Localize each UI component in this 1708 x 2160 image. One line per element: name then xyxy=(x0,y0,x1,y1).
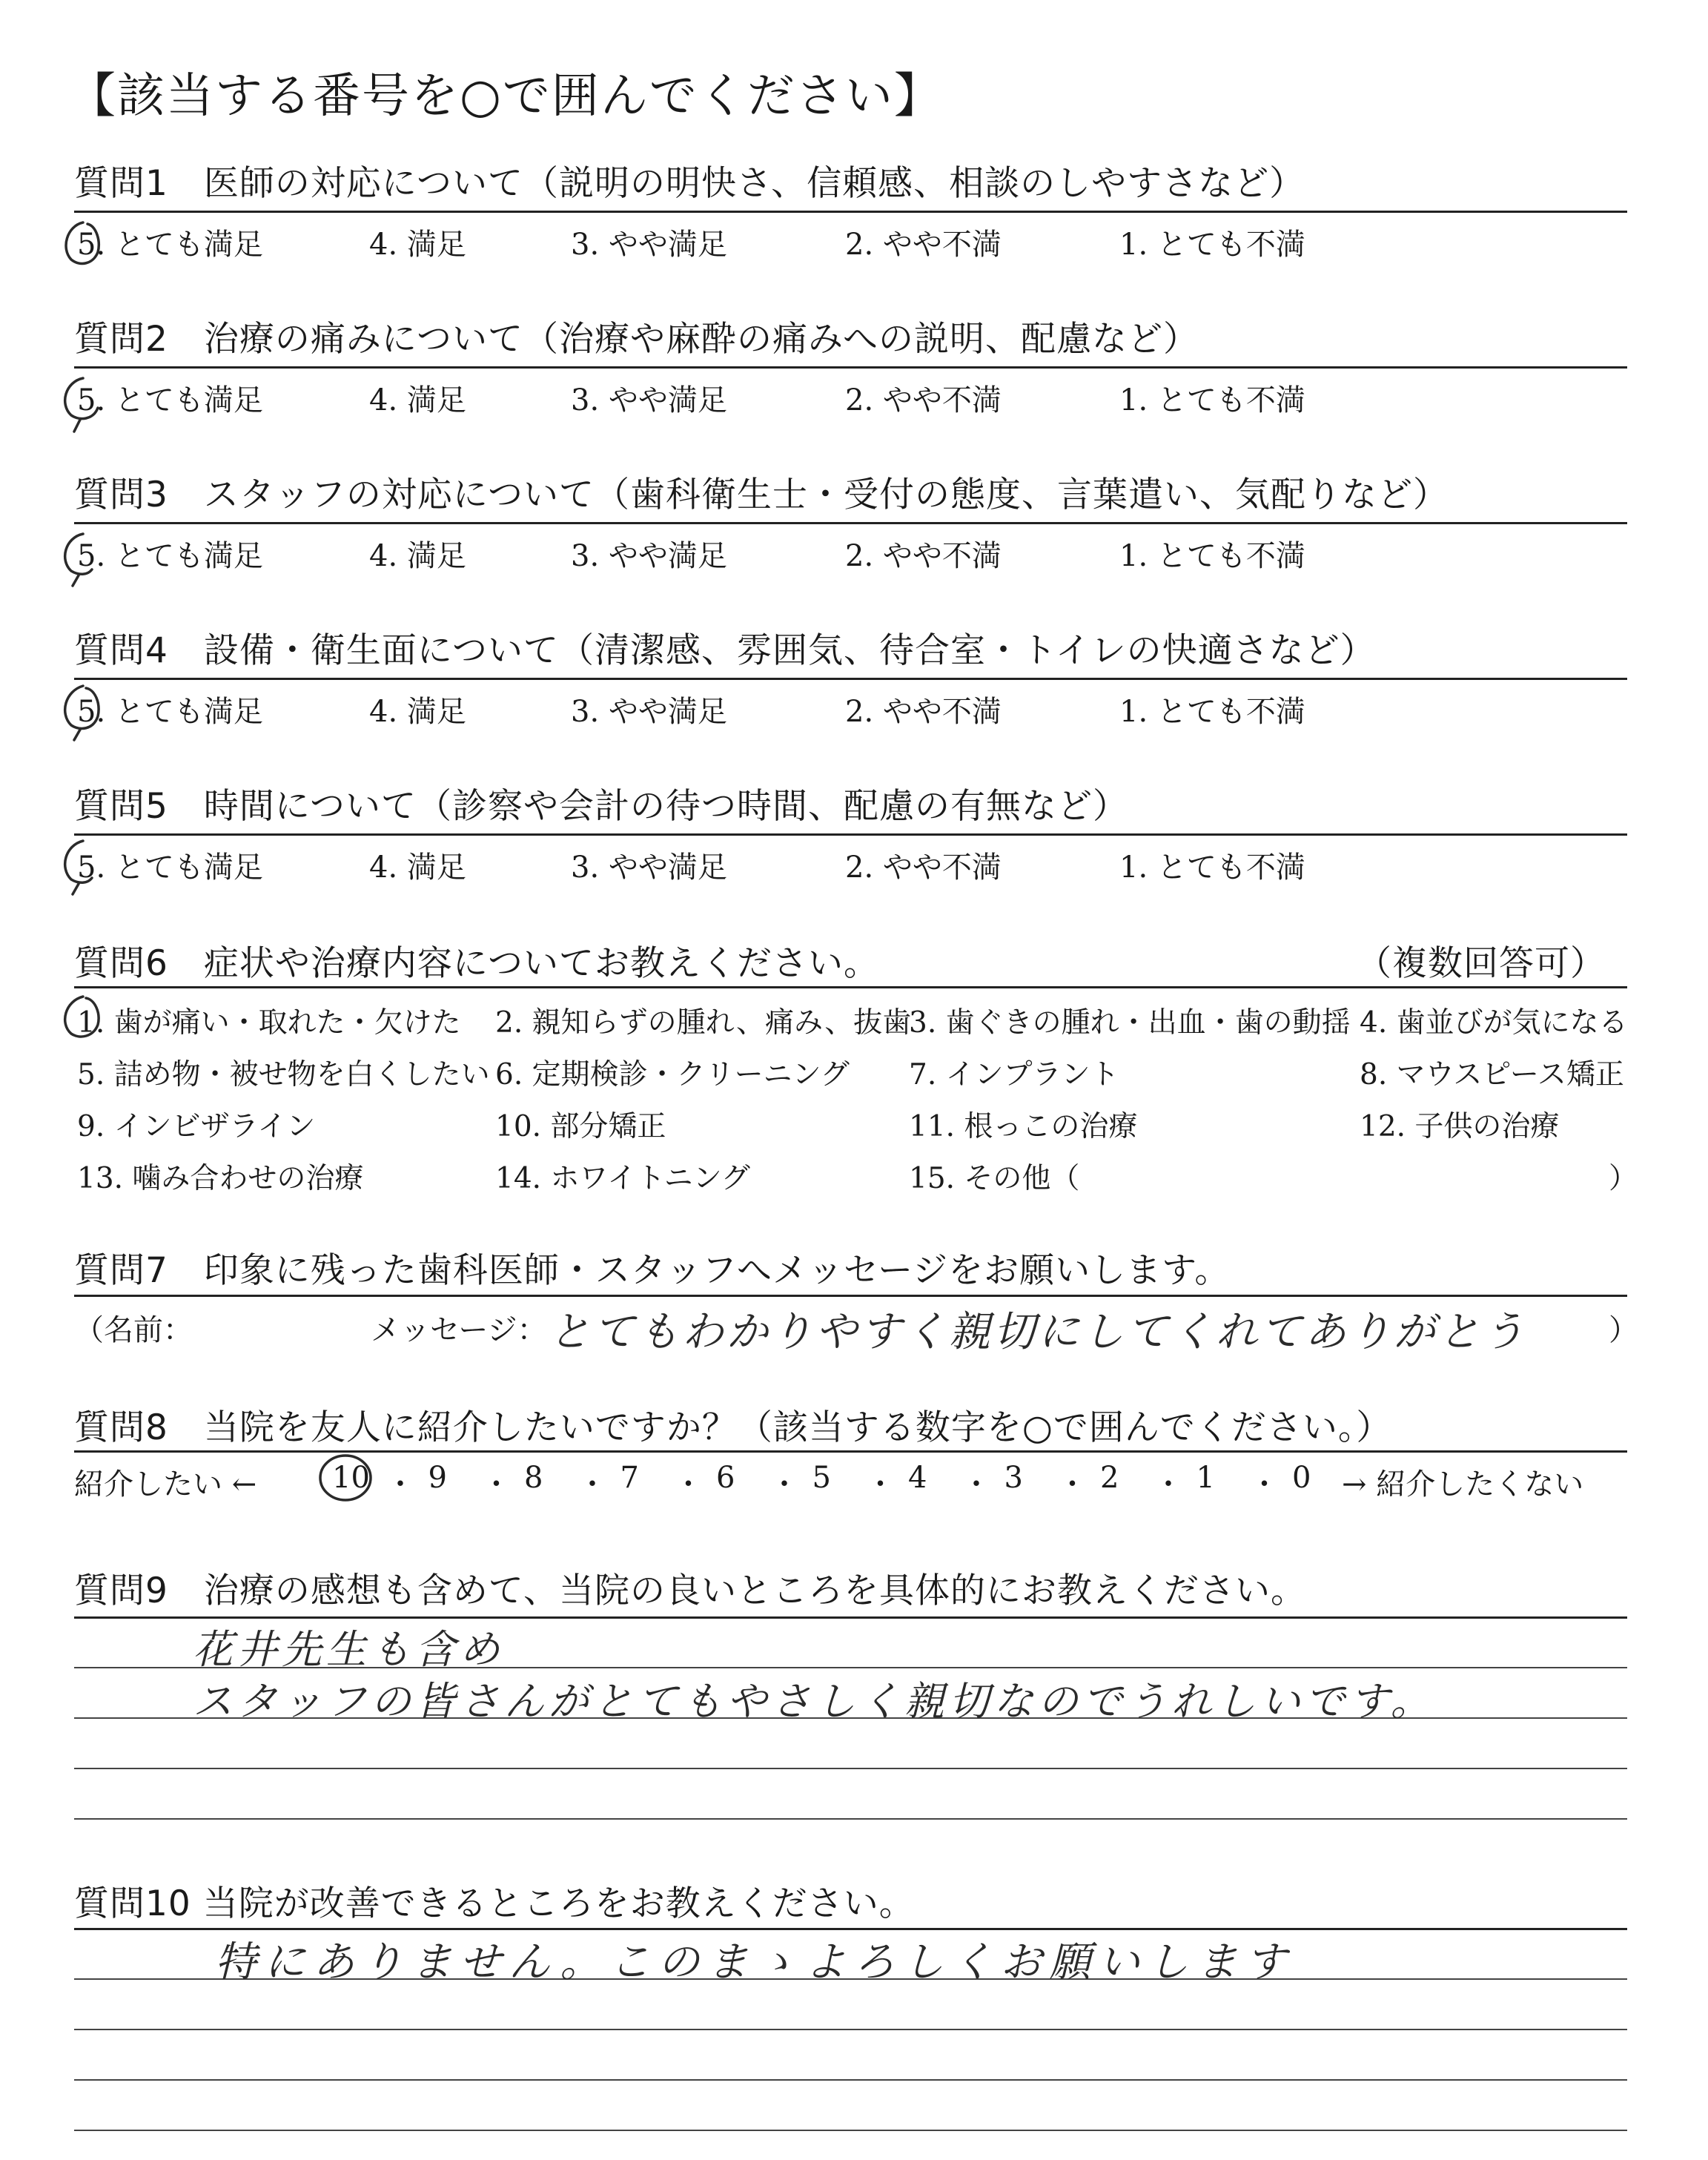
q8-scale-value-4[interactable]: 4 xyxy=(908,1461,927,1495)
q8-scale-value-2[interactable]: 2 xyxy=(1100,1461,1119,1495)
q8-scale-separator: ・ xyxy=(673,1467,704,1502)
q10-writing-line xyxy=(74,2130,1627,2131)
q3-rule xyxy=(74,522,1627,524)
q8-scale-separator: ・ xyxy=(1057,1467,1088,1502)
q4-rule xyxy=(74,678,1627,680)
q8-scale-value-0[interactable]: 0 xyxy=(1292,1461,1311,1495)
q8-scale-value-8[interactable]: 8 xyxy=(524,1461,543,1495)
q4-option-2[interactable]: 2. やや不満 xyxy=(845,695,1002,729)
q6-option-4[interactable]: 4. 歯並びが気になる xyxy=(1360,1006,1628,1040)
q7-message-label: メッセージ： xyxy=(371,1313,547,1347)
q6-option-11[interactable]: 11. 根っこの治療 xyxy=(909,1110,1138,1143)
q3-option-4[interactable]: 4. 満足 xyxy=(369,539,466,573)
q8-right-label: → 紹介したくない xyxy=(1342,1467,1584,1502)
q2-heading: 質問2 治療の痛みについて（治療や麻酔の痛みへの説明、配慮など） xyxy=(74,319,1199,360)
q6-option-13[interactable]: 13. 噛み合わせの治療 xyxy=(77,1162,364,1195)
q4-option-5[interactable]: 5. とても満足 xyxy=(77,695,263,729)
q1-option-5[interactable]: 5. とても満足 xyxy=(77,228,263,262)
q8-scale-value-9[interactable]: 9 xyxy=(428,1461,447,1495)
q1-heading: 質問1 医師の対応について（説明の明快さ、信頼感、相談のしやすさなど） xyxy=(74,163,1305,204)
q10-writing-line xyxy=(74,2029,1627,2030)
q8-scale-value-7[interactable]: 7 xyxy=(620,1461,639,1495)
q6-option-10[interactable]: 10. 部分矯正 xyxy=(495,1110,666,1143)
q1-option-1[interactable]: 1. とても不満 xyxy=(1119,228,1305,262)
q9-heading: 質問9 治療の感想も含めて、当院の良いところを具体的にお教えください。 xyxy=(74,1571,1306,1611)
q3-option-1[interactable]: 1. とても不満 xyxy=(1119,539,1305,573)
q5-option-4[interactable]: 4. 満足 xyxy=(369,851,466,885)
q2-option-5[interactable]: 5. とても満足 xyxy=(77,383,263,417)
q5-option-2[interactable]: 2. やや不満 xyxy=(845,851,1002,885)
q8-scale-separator: ・ xyxy=(1153,1467,1183,1502)
q9-writing-line xyxy=(74,1818,1627,1820)
q7-name-label: （名前： xyxy=(74,1313,193,1347)
q8-scale-separator: ・ xyxy=(769,1467,799,1502)
q4-option-1[interactable]: 1. とても不満 xyxy=(1119,695,1305,729)
q6-heading: 質問6 症状や治療内容についてお教えください。 xyxy=(74,943,879,984)
q7-rule xyxy=(74,1295,1627,1297)
q2-option-4[interactable]: 4. 満足 xyxy=(369,383,466,417)
q3-heading: 質問3 スタッフの対応について（歯科衛生士・受付の態度、言葉遣い、気配りなど） xyxy=(74,475,1449,515)
q8-rule xyxy=(74,1450,1627,1453)
q6-option-2[interactable]: 2. 親知らずの腫れ、痛み、抜歯 xyxy=(495,1006,912,1040)
q7-close-paren: ） xyxy=(1609,1313,1638,1347)
q10-handwritten-line-1[interactable]: 特にありません。このまゝよろしくお願いします xyxy=(215,1938,1294,1986)
q6-option-5[interactable]: 5. 詰め物・被せ物を白くしたい xyxy=(77,1058,490,1091)
q9-handwritten-line-1[interactable]: 花井先生も含め xyxy=(193,1626,504,1673)
q9-handwritten-line-2[interactable]: スタッフの皆さんがとてもやさしく親切なのでうれしいです。 xyxy=(193,1678,1435,1725)
q1-option-4[interactable]: 4. 満足 xyxy=(369,228,466,262)
q3-option-5[interactable]: 5. とても満足 xyxy=(77,539,263,573)
q1-rule xyxy=(74,211,1627,213)
q6-option-7[interactable]: 7. インプラント xyxy=(909,1058,1119,1091)
q2-rule xyxy=(74,366,1627,369)
q6-option-3[interactable]: 3. 歯ぐきの腫れ・出血・歯の動揺 xyxy=(909,1006,1351,1040)
q8-scale-separator: ・ xyxy=(481,1467,512,1502)
q4-heading: 質問4 設備・衛生面について（清潔感、雰囲気、待合室・トイレの快適さなど） xyxy=(74,630,1376,671)
q5-heading: 質問5 時間について（診察や会計の待つ時間、配慮の有無など） xyxy=(74,786,1128,827)
q8-scale-separator: ・ xyxy=(961,1467,991,1502)
q8-scale-separator: ・ xyxy=(1249,1467,1280,1502)
q10-writing-line xyxy=(74,2079,1627,2081)
q8-left-label: 紹介したい ← xyxy=(74,1467,257,1502)
q8-scale-value-3[interactable]: 3 xyxy=(1004,1461,1023,1495)
q5-option-1[interactable]: 1. とても不満 xyxy=(1119,851,1305,885)
q3-option-3[interactable]: 3. やや満足 xyxy=(571,539,727,573)
q9-writing-line xyxy=(74,1768,1627,1769)
q7-handwritten-message[interactable]: とてもわかりやすく親切にしてくれてありがとう xyxy=(549,1308,1527,1356)
q5-option-5[interactable]: 5. とても満足 xyxy=(77,851,263,885)
q6-option-14[interactable]: 14. ホワイトニング xyxy=(495,1162,750,1195)
q8-scale-value-5[interactable]: 5 xyxy=(812,1461,831,1495)
q5-option-3[interactable]: 3. やや満足 xyxy=(571,851,727,885)
q6-other-close-paren: ） xyxy=(1609,1162,1638,1195)
q2-option-1[interactable]: 1. とても不満 xyxy=(1119,383,1305,417)
q5-rule xyxy=(74,833,1627,836)
q8-scale-value-6[interactable]: 6 xyxy=(716,1461,735,1495)
q8-heading: 質問8 当院を友人に紹介したいですか？（該当する数字を○で囲んでください。） xyxy=(74,1407,1392,1448)
q8-scale-separator: ・ xyxy=(577,1467,607,1502)
q6-option-8[interactable]: 8. マウスピース矯正 xyxy=(1360,1058,1624,1091)
q1-option-3[interactable]: 3. やや満足 xyxy=(571,228,727,262)
q1-option-2[interactable]: 2. やや不満 xyxy=(845,228,1002,262)
q6-rule xyxy=(74,986,1627,988)
q6-multiple-note: （複数回答可） xyxy=(1357,943,1606,984)
page-title: 【該当する番号を○で囲んでください】 xyxy=(68,69,943,124)
q8-scale-separator: ・ xyxy=(865,1467,896,1502)
q6-option-1[interactable]: 1. 歯が痛い・取れた・欠けた xyxy=(77,1006,461,1040)
q6-option-6[interactable]: 6. 定期検診・クリーニング xyxy=(495,1058,850,1091)
q2-option-2[interactable]: 2. やや不満 xyxy=(845,383,1002,417)
q6-option-9[interactable]: 9. インビザライン xyxy=(77,1110,316,1143)
q4-option-3[interactable]: 3. やや満足 xyxy=(571,695,727,729)
q3-option-2[interactable]: 2. やや不満 xyxy=(845,539,1002,573)
q7-heading: 質問7 印象に残った歯科医師・スタッフへメッセージをお願いします。 xyxy=(74,1250,1231,1291)
q4-option-4[interactable]: 4. 満足 xyxy=(369,695,466,729)
q2-option-3[interactable]: 3. やや満足 xyxy=(571,383,727,417)
q8-scale-separator: ・ xyxy=(385,1467,415,1502)
q6-option-15[interactable]: 15. その他（ xyxy=(909,1162,1080,1195)
q8-scale-value-10[interactable]: 10 xyxy=(332,1461,370,1495)
q8-scale-value-1[interactable]: 1 xyxy=(1196,1461,1215,1495)
q6-option-12[interactable]: 12. 子供の治療 xyxy=(1360,1110,1560,1143)
q10-heading: 質問10 当院が改善できるところをお教えください。 xyxy=(74,1883,915,1924)
